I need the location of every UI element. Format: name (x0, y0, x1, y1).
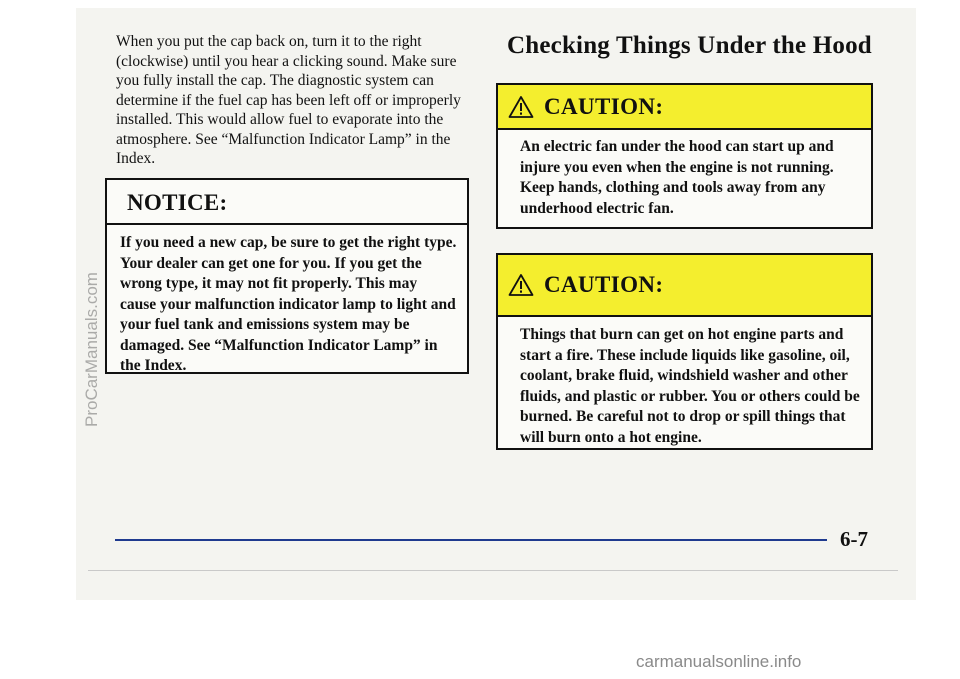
page-number: 6-7 (840, 527, 868, 551)
side-watermark: ProCarManuals.com (82, 272, 101, 428)
bottom-watermark: carmanualsonline.info (636, 652, 802, 671)
notice-heading: NOTICE: (107, 180, 467, 225)
caution-heading: CAUTION: (544, 93, 664, 119)
caution-text: An electric fan under the hood can start up and injure you even when the engine is not running. Keep hands, clothing and tools away from any underhood electric fan. (520, 138, 834, 217)
intro-paragraph: When you put the cap back on, turn it to the right (clockwise) until you hear a clicking sound. Make sure you fully install the cap. The diagnostic system can determine if the fuel cap has been left off or improperly installed. This would allow fuel to evaporate into the atmosphere. See “Malfunction Indicator Lamp” in the Index. (116, 33, 461, 167)
caution-header (498, 85, 871, 130)
warning-triangle-icon (508, 273, 534, 297)
bottom-rule (88, 570, 898, 571)
caution-header (498, 255, 871, 317)
footer-rule (115, 539, 827, 541)
section-title: Checking Things Under the Hood (507, 32, 872, 59)
caution-box-fan (496, 83, 873, 229)
caution-heading: CAUTION: (544, 272, 664, 297)
caution-text: Things that burn can get on hot engine parts and start a fire. These include liquids like gasoline, oil, coolant, brake fluid, windshield washer and other fluids, and plastic or rubber. You or others could be burned. Be careful not to drop or spill things that will burn onto a hot engine. (520, 326, 860, 446)
warning-triangle-icon (508, 95, 534, 119)
notice-text: If you need a new cap, be sure to get the right type. Your dealer can get one for you. If you get the wrong type, it may not fit properly. This may cause your malfunction indicator lamp to light and your fuel tank and emissions system may be damaged. See “Malfunction Indicator Lamp” in the Index. (120, 234, 457, 374)
notice-box (105, 178, 469, 374)
caution-box-fire (496, 253, 873, 450)
